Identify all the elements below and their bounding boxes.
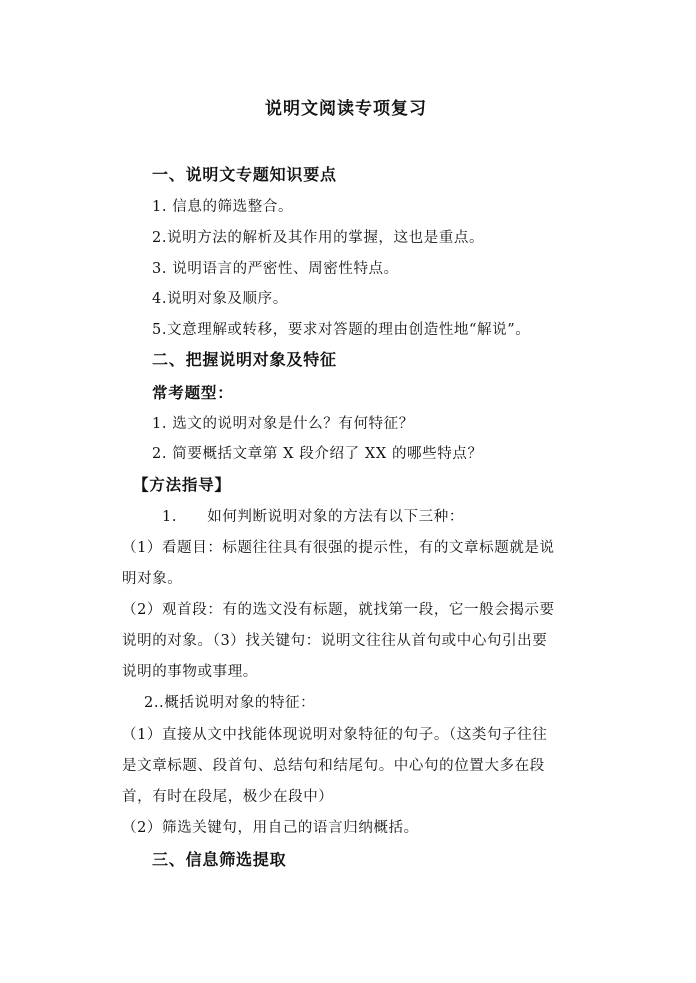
method2-line: （1）直接从文中找能体现说明对象特征的句子。（这类句子往往 [122, 727, 548, 743]
section1-item: 2.说明方法的解析及其作用的掌握，这也是重点。 [152, 230, 485, 246]
section3-heading: 三、信息筛选提取 [152, 850, 287, 869]
method1-title: 1. 如何判断说明对象的方法有以下三种： [162, 509, 464, 525]
method1-line: 说明的对象。（3）找关键句：说明文往往从首句或中心句引出要 [122, 633, 548, 649]
section1-item: 4.说明对象及顺序。 [152, 291, 288, 307]
section1-item: 1. 信息的筛选整合。 [152, 199, 294, 215]
method2-title: 2..概括说明对象的特征： [144, 695, 316, 711]
method2-line: 首，有时在段尾，极少在段中） [122, 789, 334, 805]
page-title: 说明文阅读专项复习 [265, 99, 427, 119]
method1-line: 明对象。 [122, 571, 183, 587]
method2-line: （2）筛选关键句，用自己的语言归纳概括。 [122, 820, 419, 836]
method1-line: 说明的事物或事理。 [122, 664, 258, 680]
method2-line: 是文章标题、段首句、总结句和结尾句。中心句的位置大多在段 [122, 758, 545, 774]
section1-item: 3. 说明语言的严密性、周密性特点。 [152, 261, 399, 277]
section2-heading: 二、把握说明对象及特征 [152, 350, 337, 369]
method1-line: （2）观首段：有的选文没有标题，就找第一段，它一般会揭示要 [122, 602, 555, 618]
common-question-label: 常考题型： [152, 384, 234, 402]
section1-item: 5.文意理解或转移，要求对答题的理由创造性地“解说”。 [152, 322, 531, 338]
question-item: 2. 简要概括文章第 X 段介绍了 XX 的哪些特点？ [152, 446, 483, 462]
question-item: 1. 选文的说明对象是什么？有何特征？ [152, 416, 414, 432]
method-guide-label: 【方法指导】 [133, 476, 231, 494]
method1-line: （1）看题目：标题往往具有很强的提示性，有的文章标题就是说 [122, 540, 555, 556]
section1-heading: 一、说明文专题知识要点 [152, 165, 337, 184]
